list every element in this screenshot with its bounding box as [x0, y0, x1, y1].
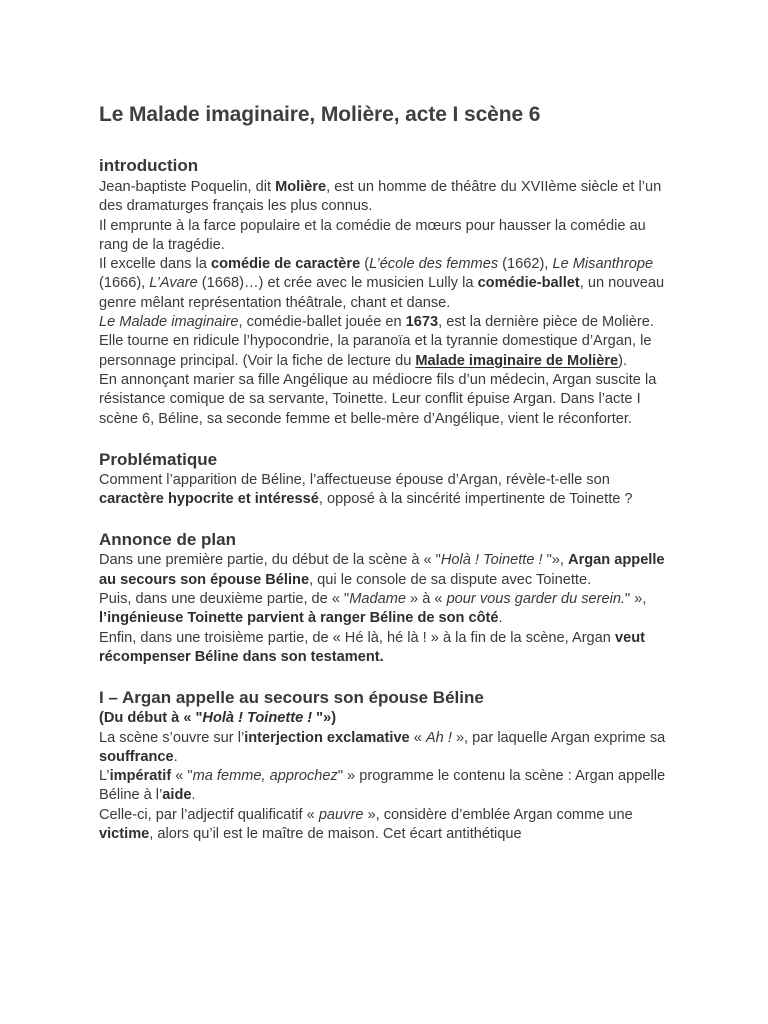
text-run: .: [173, 748, 178, 765]
reading-sheet-link[interactable]: Malade imaginaire de Molière: [415, 352, 619, 369]
paragraph: [99, 371, 670, 429]
text-run: .: [498, 610, 503, 627]
text-run: » à «: [405, 591, 447, 608]
bold-text: victime: [99, 826, 150, 843]
paragraph: [99, 767, 670, 806]
text-run: Celle-ci, par l’adjectif qualificatif «: [99, 806, 319, 823]
text-run: «: [409, 729, 426, 746]
bold-text: Argan appelle au secours son épouse Béline: [99, 552, 665, 588]
text-run: , un nouveau genre mêlant représentation théâtrale, chant et danse.: [99, 275, 665, 311]
text-run: Dans une première partie, du début de la scène à « ": [99, 552, 441, 569]
paragraph: [99, 806, 670, 845]
text-run: , opposé à la sincérité impertinente de Toinette ?: [318, 491, 633, 508]
text-run: , est un homme de théâtre du XVIIème siècle et l’un des dramaturges français les plus connus.: [99, 179, 662, 215]
bold-text: veut récompenser Béline dans son testament.: [99, 629, 645, 665]
text-run: L’: [99, 768, 110, 785]
italic-text: Ah !: [425, 729, 452, 746]
italic-text: Holà ! Toinette !: [440, 552, 543, 569]
paragraph: [99, 313, 670, 332]
italic-text: pour vous garder du serein.: [446, 591, 626, 608]
text-run: (1668)…) et crée avec le musicien Lully la: [197, 275, 478, 292]
paragraph: [99, 471, 670, 510]
section-heading: Problématique: [99, 449, 218, 469]
text-run: « ": [171, 768, 193, 785]
section-heading: introduction: [99, 156, 199, 175]
section-part-1: [99, 687, 670, 844]
bold-text: interjection exclamative: [244, 729, 410, 746]
italic-text: Madame: [349, 591, 406, 608]
italic-text: ma femme, approchez: [192, 768, 338, 785]
text-run: (1666),: [99, 275, 150, 292]
section-heading: I – Argan appelle au secours son épouse Béline: [99, 688, 484, 708]
text-run: En annonçant marier sa fille Angélique au médiocre fils d’un médecin, Argan suscite la résistance comique de sa servante, Toinette. Leur conflit épuise Argan. Dans l’acte I scène 6, Béline, sa seconde femme et belle-mère d’Angélique, vient le réconforter.: [99, 371, 657, 427]
text-run: Elle tourne en ridicule l’hypocondrie, la paranoïa et la tyrannie domestique d’Argan, le personnage principal. (Voir la fiche de lecture du: [99, 333, 652, 369]
text-run: La scène s’ouvre sur l’: [99, 729, 245, 746]
text-run: "»,: [542, 552, 569, 569]
paragraph: [99, 255, 670, 313]
text-run: " » programme le contenu la scène : Argan appelle Béline à l’: [99, 768, 666, 804]
text-run: (1662),: [498, 256, 553, 273]
paragraph: [99, 629, 670, 668]
text-run: , alors qu’il est le maître de maison. Cet écart antithétique: [149, 826, 522, 843]
bold-text: 1673: [405, 314, 439, 331]
text-run: Enfin, dans une troisième partie, de « Hé là, hé là ! » à la fin de la scène, Argan: [99, 629, 615, 646]
italic-text: Le Misanthrope: [552, 256, 654, 273]
italic-text: Holà ! Toinette !: [202, 710, 313, 727]
section-problematique: [99, 449, 670, 510]
bold-text: l’ingénieuse Toinette parvient à ranger Béline de son côté: [99, 610, 499, 627]
paragraph: [99, 178, 670, 217]
bold-text: Molière: [275, 179, 327, 195]
text-run: , qui le console de sa dispute avec Toinette.: [309, 571, 592, 588]
bold-text: comédie-ballet: [477, 275, 580, 292]
section-subheading: [99, 709, 670, 728]
section-plan: [99, 529, 670, 667]
bold-text: souffrance: [99, 748, 174, 765]
italic-text: L’école des femmes: [369, 256, 499, 273]
text-run: "»): [312, 710, 337, 727]
italic-text: Le Malade imaginaire: [99, 314, 239, 331]
section-introduction: [99, 155, 670, 429]
text-run: », par laquelle Argan exprime sa: [451, 729, 666, 746]
text-run: Comment l’apparition de Béline, l’affectueuse épouse d’Argan, révèle-t-elle son: [99, 471, 610, 488]
italic-text: pauvre: [318, 806, 364, 823]
text-run: (: [360, 256, 370, 273]
text-run: .: [191, 787, 196, 804]
text-run: " »,: [625, 591, 647, 608]
paragraph: [99, 590, 670, 629]
text-run: Puis, dans une deuxième partie, de « ": [99, 591, 350, 608]
paragraph: [99, 551, 670, 590]
text-run: », considère d’emblée Argan comme une: [363, 806, 633, 823]
text-run: , est la dernière pièce de Molière.: [438, 314, 654, 331]
paragraph: [99, 729, 670, 768]
text-run: Jean-baptiste Poquelin, dit: [99, 179, 276, 195]
bold-text: comédie de caractère: [210, 256, 361, 273]
text-run: Il excelle dans la: [99, 256, 211, 273]
page-title: Le Malade imaginaire, Molière, acte I scène 6: [99, 103, 541, 126]
paragraph: [99, 332, 670, 371]
bold-text: caractère hypocrite et intéressé: [99, 491, 319, 508]
bold-text: impératif: [109, 768, 172, 785]
text-run: , comédie-ballet jouée en: [238, 314, 406, 331]
paragraph: [99, 217, 670, 256]
bold-text: aide: [162, 787, 192, 804]
text-run: ).: [618, 352, 628, 369]
text-run: Il emprunte à la farce populaire et la comédie de mœurs pour hausser la comédie au rang de la tragédie.: [99, 217, 646, 253]
text-run: (Du début à « ": [99, 710, 203, 727]
italic-text: L’Avare: [149, 275, 198, 292]
section-heading: Annonce de plan: [99, 530, 236, 550]
